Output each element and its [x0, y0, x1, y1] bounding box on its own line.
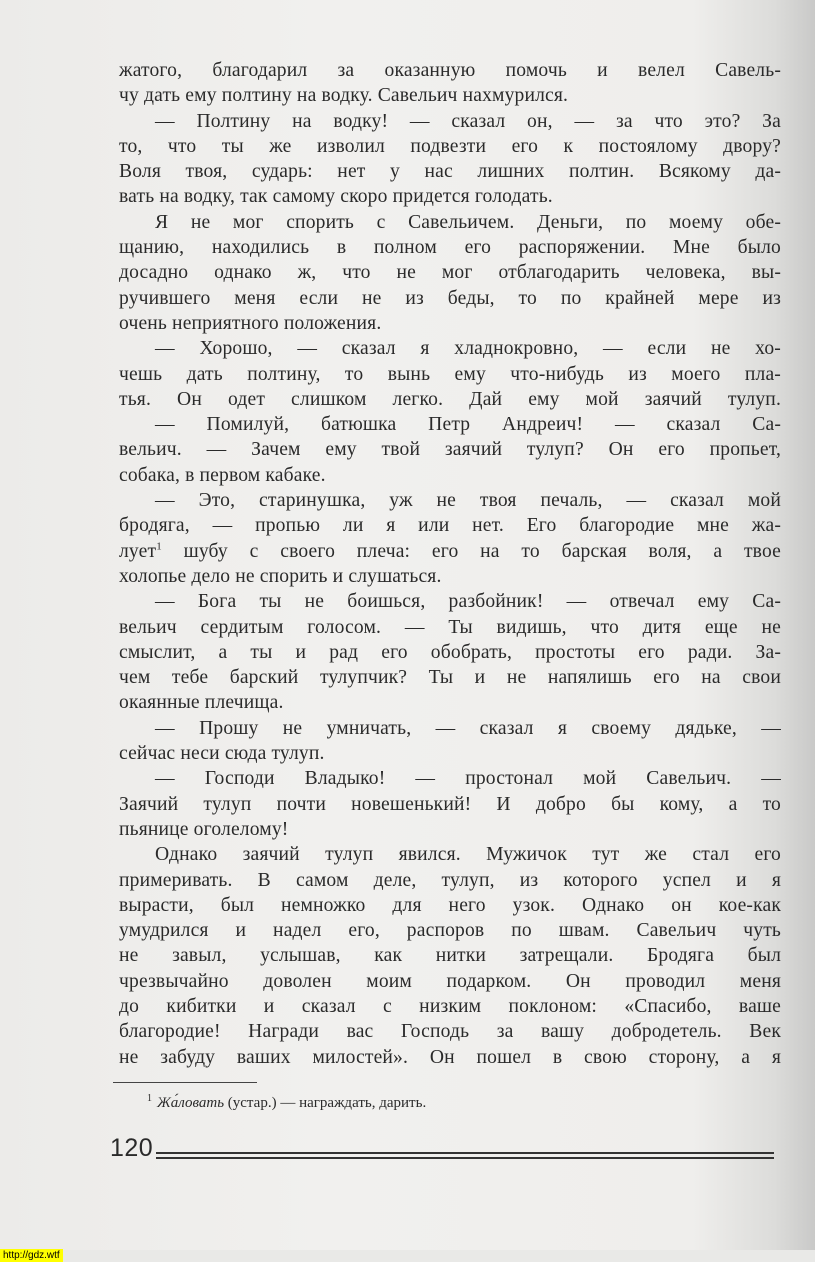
page-number-rule	[156, 1152, 774, 1154]
text-line: жатого, благодарил за оказанную помочь и велел Савель-	[119, 60, 781, 81]
text-line: — Бога ты не боишься, разбойник! — отвечал ему Са-	[155, 591, 781, 613]
text-line: Однако заячий тулуп явился. Мужичок тут же стал его	[155, 844, 781, 866]
text-line: до кибитки и сказал с низким поклоном: «Спасибо, ваше	[119, 995, 781, 1017]
text-line: — Хорошо, — сказал я хладнокровно, — если не хо-	[155, 338, 781, 360]
text-fragment: лует	[119, 540, 157, 562]
text-line: то, что ты же изволил подвезти его к постоялому двору?	[119, 135, 781, 157]
text-line: досадно однако ж, что не мог отблагодарить человека, вы-	[119, 262, 781, 284]
text-line: вельич сердитым голосом. — Ты видишь, что дитя еще не	[119, 616, 781, 638]
text-line: — Господи Владыко! — простонал мой Савельич. —	[155, 768, 781, 790]
text-line: пьянице оголелому!	[119, 818, 289, 840]
text-line: сейчас неси сюда тулуп.	[119, 743, 325, 765]
text-line: примеривать. В самом деле, тулуп, из которого успел и я	[119, 869, 781, 891]
text-line	[119, 539, 781, 564]
text-line: очень неприятного положения.	[119, 312, 382, 334]
page-number-rule	[156, 1157, 774, 1159]
text-line: благородие! Награди вас Господь за вашу добродетель. Век	[119, 1021, 781, 1043]
footnote-definition: (устар.) — награждать, дарить.	[227, 1095, 427, 1111]
text-line: Воля твоя, сударь: нет у нас лишних полтин. Всякому да-	[119, 161, 781, 183]
text-line: вать на водку, так самому скоро придется голодать.	[119, 186, 553, 208]
text-line: — Это, старинушка, уж не твоя печаль, — сказал мой	[155, 490, 781, 512]
footnote-divider	[113, 1082, 257, 1083]
footnote-reference: 1	[156, 540, 162, 553]
body-text	[119, 58, 781, 1070]
footnote-term: Жа́ловать	[157, 1095, 225, 1111]
text-line: вырасти, был немножко для него узок. Однако он кое-как	[119, 894, 781, 916]
text-line: — Прошу не умничать, — сказал я своему дядьке, —	[155, 717, 781, 739]
footnote	[147, 1093, 426, 1112]
text-line: щанию, находились в полном его распоряжении. Мне было	[119, 237, 781, 259]
text-line: — Помилуй, батюшка Петр Андреич! — сказал Са-	[155, 414, 781, 436]
text-line: вельич. — Зачем ему твой заячий тулуп? Он его пропьет,	[119, 439, 781, 461]
text-line: смыслит, а ты и рад его обобрать, простоты его ради. За-	[119, 641, 781, 663]
source-link[interactable]: http://gdz.wtf	[0, 1249, 63, 1262]
text-line: бродяга, — пропью ли я или нет. Его благородие мне жа-	[119, 515, 781, 537]
text-line: ручившего меня если не из беды, то по крайней мере из	[119, 287, 781, 309]
text-line: тья. Он одет слишком легко. Дай ему мой заячий тулуп.	[119, 388, 781, 410]
text-line: холопье дело не спорить и слушаться.	[119, 565, 442, 587]
text-line: не завыл, услышав, как нитки затрещали. Бродяга был	[119, 945, 781, 967]
text-line: Заячий тулуп почти новешенький! И добро бы кому, а то	[119, 793, 781, 815]
page-number: 120	[110, 1134, 154, 1162]
text-line: не забуду ваших милостей». Он пошел в свою сторону, а я	[119, 1046, 781, 1068]
text-line: окаянные плечища.	[119, 692, 284, 714]
text-line: чешь дать полтину, то вынь ему что-нибудь из моего пла-	[119, 363, 781, 385]
text-line: Я не мог спорить с Савельичем. Деньги, по моему обе-	[155, 211, 781, 233]
text-line: собака, в первом кабаке.	[119, 464, 326, 486]
text-line: — Полтину на водку! — сказал он, — за что это? За	[155, 110, 781, 132]
footnote-number: 1	[147, 1093, 152, 1104]
text-line: чем тебе барский тулупчик? Ты и не напялишь его на свои	[119, 667, 781, 689]
text-line: чрезвычайно доволен моим подарком. Он проводил меня	[119, 970, 781, 992]
text-line: умудрился и надел его, распоров по швам. Савельич чуть	[119, 920, 781, 942]
text-fragment: шубу с своего плеча: его на то барская воля, а твое	[183, 540, 781, 562]
text-line: чу дать ему полтину на водку. Савельич нахмурился.	[119, 85, 569, 107]
